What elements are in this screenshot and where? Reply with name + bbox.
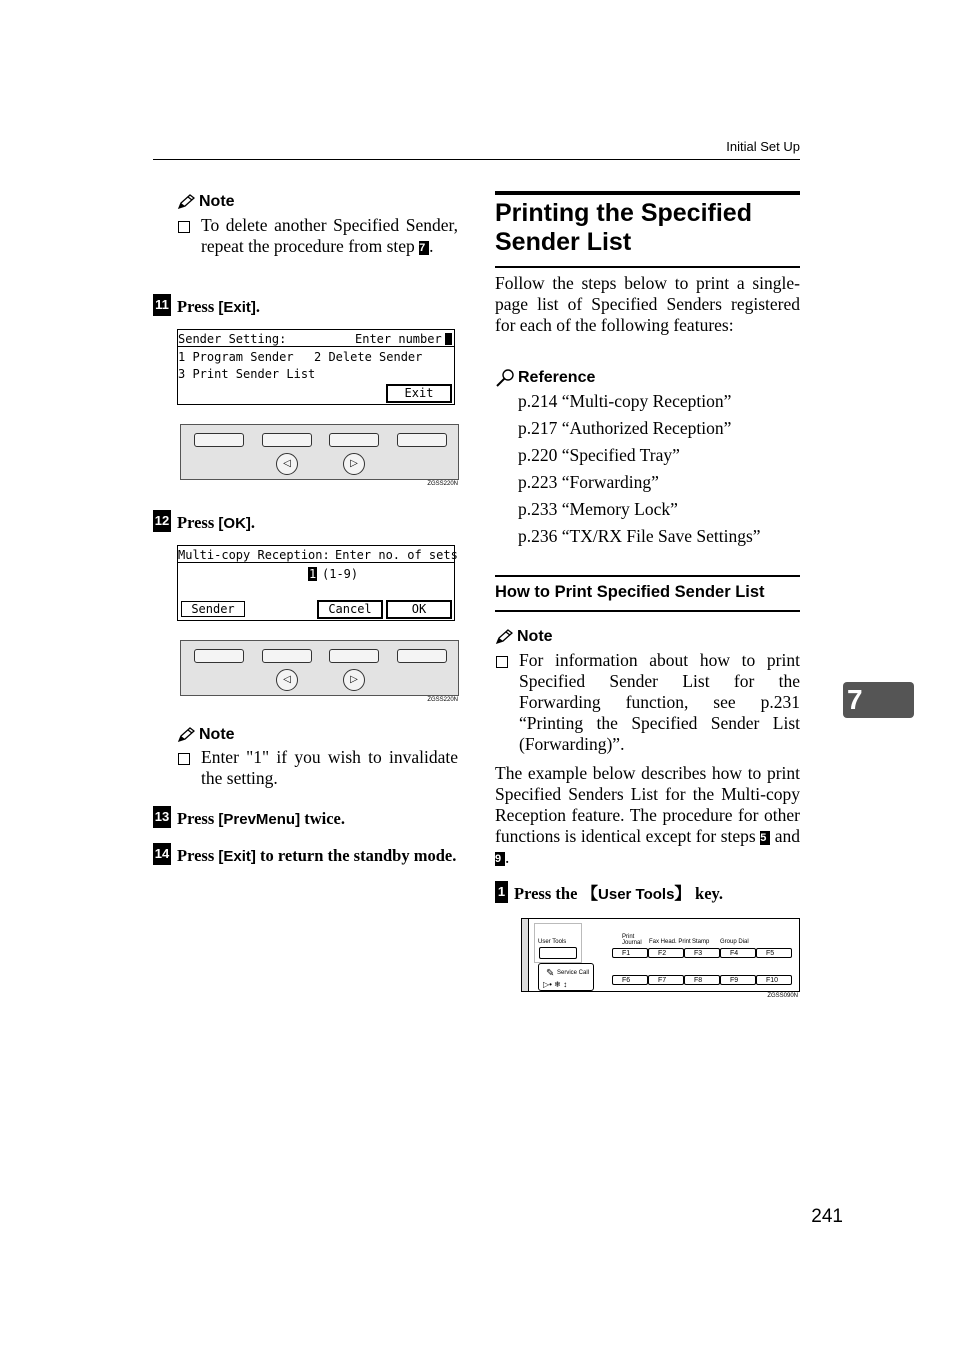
page-number: 241 [811, 1206, 843, 1227]
function-key-f5[interactable]: F5 [756, 948, 792, 958]
step-ref-badge: 9 [495, 852, 505, 866]
figure-code: ZGSS220N [427, 697, 458, 703]
step-number: 1 [495, 881, 508, 903]
function-key-f1[interactable]: F1 [612, 948, 648, 958]
header-rule [153, 159, 800, 160]
step-11: 11 Press [Exit]. [153, 296, 260, 318]
right-arrow-icon[interactable]: ▷ [343, 669, 365, 691]
exit-button[interactable]: Exit [386, 384, 452, 403]
pencil-icon [495, 629, 513, 645]
step-number: 11 [153, 294, 171, 316]
exit-key-label: [Exit] [218, 299, 256, 316]
step-13: 13 Press [PrevMenu] twice. [153, 808, 345, 830]
note-title: Note [495, 628, 800, 646]
example-paragraph: The example below describes how to print Specified Senders List for the Multi-copy Reception feature. The procedure for other functions is identical except for steps 5 and 9 . [495, 763, 800, 867]
figure-code: ZGSS220N [427, 481, 458, 487]
note-item: To delete another Specified Sender, repeat the procedure from step 7 . [177, 215, 458, 257]
pencil-icon [177, 194, 195, 210]
control-panel-illustration: User Tools ✎ Service Call ▷• ❄ ↕ Print Journal Fax Head. Print Stamp Group Dial F1 F2 F3 F4 F5 F6 F7 F8 F9 F10 [521, 918, 800, 992]
cursor-block [445, 333, 452, 345]
selection-key-4[interactable] [397, 433, 447, 447]
running-head: Initial Set Up [726, 139, 800, 154]
cancel-button[interactable]: Cancel [317, 600, 383, 619]
figure-code: ZGSS090N [767, 993, 798, 999]
function-key-f8[interactable]: F8 [684, 975, 720, 985]
ok-key-label: [OK] [218, 515, 251, 532]
section-rule [495, 266, 800, 268]
selection-key-3[interactable] [329, 433, 379, 447]
selection-key-2[interactable] [262, 649, 312, 663]
sets-value[interactable]: 1 [309, 567, 317, 581]
status-icons: ▷• ❄ ↕ [543, 980, 568, 989]
section-title: Printing the Specified Sender List [495, 199, 752, 256]
step-number: 13 [153, 806, 171, 828]
reference-link[interactable]: p.223 “Forwarding” [518, 472, 659, 492]
function-key-f7[interactable]: F7 [648, 975, 684, 985]
function-key-f2[interactable]: F2 [648, 948, 684, 958]
subsection-title: How to Print Specified Sender List [495, 583, 765, 601]
step-ref-badge: 7 [419, 241, 429, 255]
note-block-1 [177, 193, 458, 257]
screen-keys-panel [180, 424, 459, 480]
selection-key-1[interactable] [194, 433, 244, 447]
selection-key-2[interactable] [262, 433, 312, 447]
checkbox-bullet-icon [178, 221, 190, 233]
reference-icon [495, 369, 515, 387]
function-key-f6[interactable]: F6 [612, 975, 648, 985]
left-arrow-icon[interactable]: ◁ [276, 669, 298, 691]
step-number: 12 [153, 510, 171, 532]
user-tools-key[interactable] [539, 947, 577, 959]
checkbox-bullet-icon [496, 656, 508, 668]
step-ref-badge: 5 [760, 831, 770, 845]
note-title: Note [177, 193, 458, 211]
checkbox-bullet-icon [178, 753, 190, 765]
lcd-screen-multicopy: Multi-copy Reception: Enter no. of sets 1 (1-9) Sender Cancel OK [177, 545, 455, 621]
lcd-screen-sender-setting: Sender Setting: Enter number 1 Program Sender 2 Delete Sender 3 Print Sender List Exit [177, 329, 455, 405]
reference-link[interactable]: p.214 “Multi-copy Reception” [518, 391, 732, 411]
reference-block [495, 369, 800, 550]
function-key-f9[interactable]: F9 [720, 975, 756, 985]
pencil-icon [177, 727, 195, 743]
user-tools-key-label: User Tools [598, 886, 675, 903]
selection-key-4[interactable] [397, 649, 447, 663]
note-block-2 [177, 726, 458, 789]
reference-link[interactable]: p.233 “Memory Lock” [518, 499, 678, 519]
selection-key-3[interactable] [329, 649, 379, 663]
intro-paragraph: Follow the steps below to print a single-page list of Specified Senders registered for each of the following features: [495, 273, 800, 335]
subsection-rule [495, 575, 800, 577]
function-key-f4[interactable]: F4 [720, 948, 756, 958]
note-item: For information about how to print Specified Sender List for the Forwarding function, see p.231 “Printing the Specified Sender List (Forwarding)”. [495, 650, 800, 755]
section-rule [495, 191, 800, 195]
reference-link[interactable]: p.217 “Authorized Reception” [518, 418, 732, 438]
function-key-f3[interactable]: F3 [684, 948, 720, 958]
reference-list [518, 388, 800, 550]
note-item: Enter "1" if you wish to invalidate the setting. [177, 747, 458, 789]
step-14: 14 Press [Exit] to return the standby mode. [153, 845, 458, 867]
chapter-tab: 7 [843, 682, 914, 718]
step-12: 12 Press [OK]. [153, 512, 255, 534]
subsection-rule [495, 610, 800, 612]
note-block-3 [495, 628, 800, 755]
exit-key-label: [Exit] [218, 848, 256, 865]
note-title: Note [177, 726, 458, 744]
reference-link[interactable]: p.236 “TX/RX File Save Settings” [518, 526, 761, 546]
step-1: 1 Press the 【User Tools】 key. [495, 883, 723, 905]
selection-key-1[interactable] [194, 649, 244, 663]
step-number: 14 [153, 843, 171, 865]
service-call-icon: ✎ [546, 968, 555, 979]
screen-keys-panel [180, 640, 459, 696]
prevmenu-key-label: [PrevMenu] [218, 811, 301, 828]
reference-title: Reference [495, 369, 800, 387]
right-arrow-icon[interactable]: ▷ [343, 453, 365, 475]
left-arrow-icon[interactable]: ◁ [276, 453, 298, 475]
function-key-f10[interactable]: F10 [756, 975, 792, 985]
sender-button[interactable]: Sender [181, 601, 245, 617]
ok-button[interactable]: OK [386, 600, 452, 619]
reference-link[interactable]: p.220 “Specified Tray” [518, 445, 680, 465]
